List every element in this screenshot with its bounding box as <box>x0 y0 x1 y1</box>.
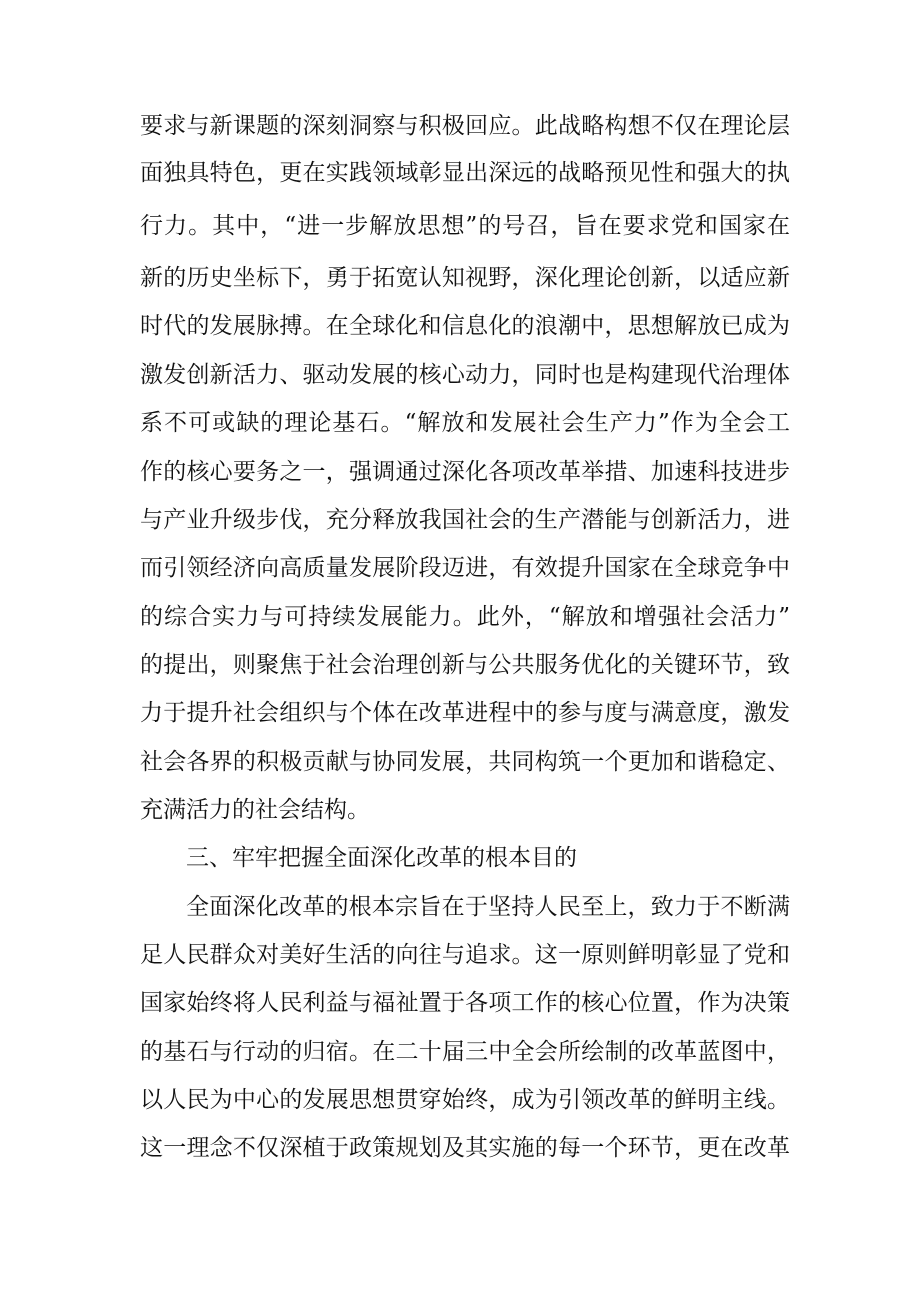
section-heading: 三、牢牢把握全面深化改革的根本目的 <box>186 845 577 871</box>
paragraph-line: 国家始终将人民利益与福祉置于各项工作的核心位置，作为决策 <box>140 990 790 1016</box>
paragraph-line: 面独具特色，更在实践领域彰显出深远的战略预见性和强大的执 <box>140 160 790 186</box>
paragraph-line: 社会各界的积极贡献与协同发展，共同构筑一个更加和谐稳定、 <box>140 749 790 775</box>
paragraph-line: 的综合实力与可持续发展能力。此外，“解放和增强社会活力” <box>140 604 790 630</box>
paragraph-line: 作的核心要务之一，强调通过深化各项改革举措、加速科技进步 <box>140 459 790 485</box>
paragraph-line: 要求与新课题的深刻洞察与积极回应。此战略构想不仅在理论层 <box>140 113 790 139</box>
paragraph-line: 行力。其中，“进一步解放思想”的号召，旨在要求党和国家在 <box>140 213 790 239</box>
paragraph-line: 系不可或缺的理论基石。“解放和发展社会生产力”作为全会工 <box>140 410 790 436</box>
paragraph-line: 全面深化改革的根本宗旨在于坚持人民至上，致力于不断满 <box>186 894 790 920</box>
paragraph-line: 力于提升社会组织与个体在改革进程中的参与度与满意度，激发 <box>140 700 790 726</box>
paragraph-line: 而引领经济向高质量发展阶段迈进，有效提升国家在全球竞争中 <box>140 555 790 581</box>
paragraph-line: 激发创新活力、驱动发展的核心动力，同时也是构建现代治理体 <box>140 362 790 388</box>
paragraph-line: 时代的发展脉搏。在全球化和信息化的浪潮中，思想解放已成为 <box>140 313 790 339</box>
paragraph-line: 足人民群众对美好生活的向往与追求。这一原则鲜明彰显了党和 <box>140 942 790 968</box>
paragraph-line: 以人民为中心的发展思想贯穿始终，成为引领改革的鲜明主线。 <box>140 1087 790 1113</box>
paragraph-line: 与产业升级步伐，充分释放我国社会的生产潜能与创新活力，进 <box>140 507 790 533</box>
paragraph-line: 充满活力的社会结构。 <box>140 797 370 823</box>
paragraph-line: 这一理念不仅深植于政策规划及其实施的每一个环节，更在改革 <box>140 1135 790 1161</box>
paragraph-line: 的提出，则聚焦于社会治理创新与公共服务优化的关键环节，致 <box>140 652 790 678</box>
paragraph-line: 新的历史坐标下，勇于拓宽认知视野，深化理论创新，以适应新 <box>140 265 790 291</box>
paragraph-line: 的基石与行动的归宿。在二十届三中全会所绘制的改革蓝图中， <box>140 1039 790 1065</box>
